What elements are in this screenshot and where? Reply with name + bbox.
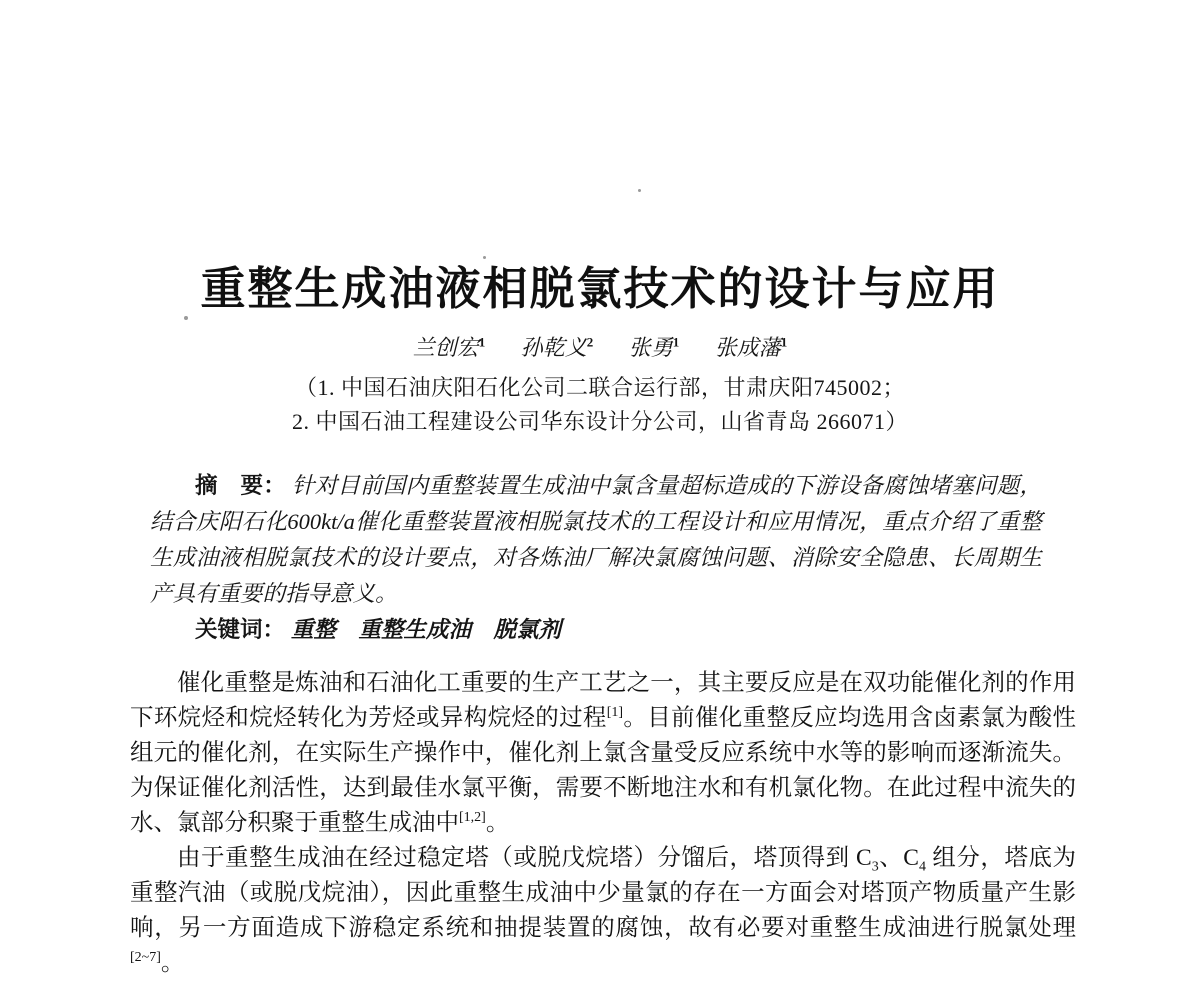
paragraph-text: 、C xyxy=(878,845,919,871)
body-paragraph-2 xyxy=(130,841,1076,981)
chemical-subscript: 3 xyxy=(871,859,879,875)
abstract-paragraph xyxy=(150,468,1042,612)
paragraph-text: 催化重整是炼油和石油化工重要的生产工艺之一，其主要反应是在双功能催化剂的作用下环烷烃和烷烃转化为芳烃或异构烷烃的过程 xyxy=(130,670,1076,731)
paper-title: 重整生成油液相脱氯技术的设计与应用 xyxy=(200,263,1000,314)
author-name: 张勇 xyxy=(628,335,673,360)
abstract-block xyxy=(150,468,1042,648)
paragraph-text: 。 xyxy=(160,950,185,976)
paragraph-text: 由于重整生成油在经过稳定塔（或脱戊烷塔）分馏后，塔顶得到 C xyxy=(177,845,872,871)
paragraph-text: 。 xyxy=(485,810,510,836)
author-affiliation-mark: 1 xyxy=(478,334,486,350)
body-text-block xyxy=(130,666,1076,981)
body-paragraph-1 xyxy=(130,666,1076,841)
keywords-line xyxy=(150,612,1042,648)
paragraph-text: 。目前催化重整反应均选用含卤素氯为酸性组元的催化剂，在实际生产操作中，催化剂上氯含量受反应系统中水等的影响而逐渐流失。为保证催化剂活性，达到最佳水氯平衡，需要不断地注水和有机氯化物。在此过程中流失的水、氯部分积聚于重整生成油中 xyxy=(130,705,1077,836)
author xyxy=(521,335,594,360)
author xyxy=(629,335,680,360)
citation-ref: [1] xyxy=(606,705,624,721)
affiliation-line-2: 2. 中国石油工程建设公司华东设计分公司，山省青岛 266071） xyxy=(291,409,908,434)
author-name: 兰创宏 xyxy=(412,335,479,360)
author-affiliation-mark: 1 xyxy=(672,334,680,350)
chemical-subscript: 4 xyxy=(918,859,926,875)
author xyxy=(715,335,788,360)
author-affiliation-mark: 1 xyxy=(780,334,788,350)
keywords-text: 重整 重整生成油 脱氯剂 xyxy=(291,617,562,642)
keywords-label: 关键词： xyxy=(195,617,286,642)
author xyxy=(413,335,486,360)
abstract-label: 摘 要： xyxy=(195,473,286,498)
citation-ref: [1,2] xyxy=(459,810,486,826)
author-affiliation-mark: 2 xyxy=(586,334,594,350)
scan-speck xyxy=(184,316,188,320)
abstract-text: 针对目前国内重整装置生成油中氯含量超标造成的下游设备腐蚀堵塞问题，结合庆阳石化600kt/a催化重整装置液相脱氯技术的工程设计和应用情况，重点介绍了重整生成油液相脱氯技术的设计要点，对各炼油厂解决氯腐蚀问题、消除安全隐患、长周期生产具有重要的指导意义。 xyxy=(150,473,1042,606)
author-line xyxy=(0,331,1200,362)
citation-ref: [2~7] xyxy=(130,950,161,966)
author-name: 孙乾义 xyxy=(520,335,587,360)
paragraph-text: 组分，塔底为重整汽油（或脱戊烷油），因此重整生成油中少量氯的存在一方面会对塔顶产物质量产生影响，另一方面造成下游稳定系统和抽提装置的腐蚀，故有必要对重整生成油进行脱氯处理 xyxy=(130,845,1076,941)
author-name: 张成藩 xyxy=(714,335,781,360)
scan-speck xyxy=(638,189,641,192)
scan-speck xyxy=(483,256,486,259)
affiliation-line-1: （1. 中国石油庆阳石化公司二联合运行部，甘肃庆阳745002； xyxy=(294,375,905,400)
affiliations-block xyxy=(0,371,1200,439)
